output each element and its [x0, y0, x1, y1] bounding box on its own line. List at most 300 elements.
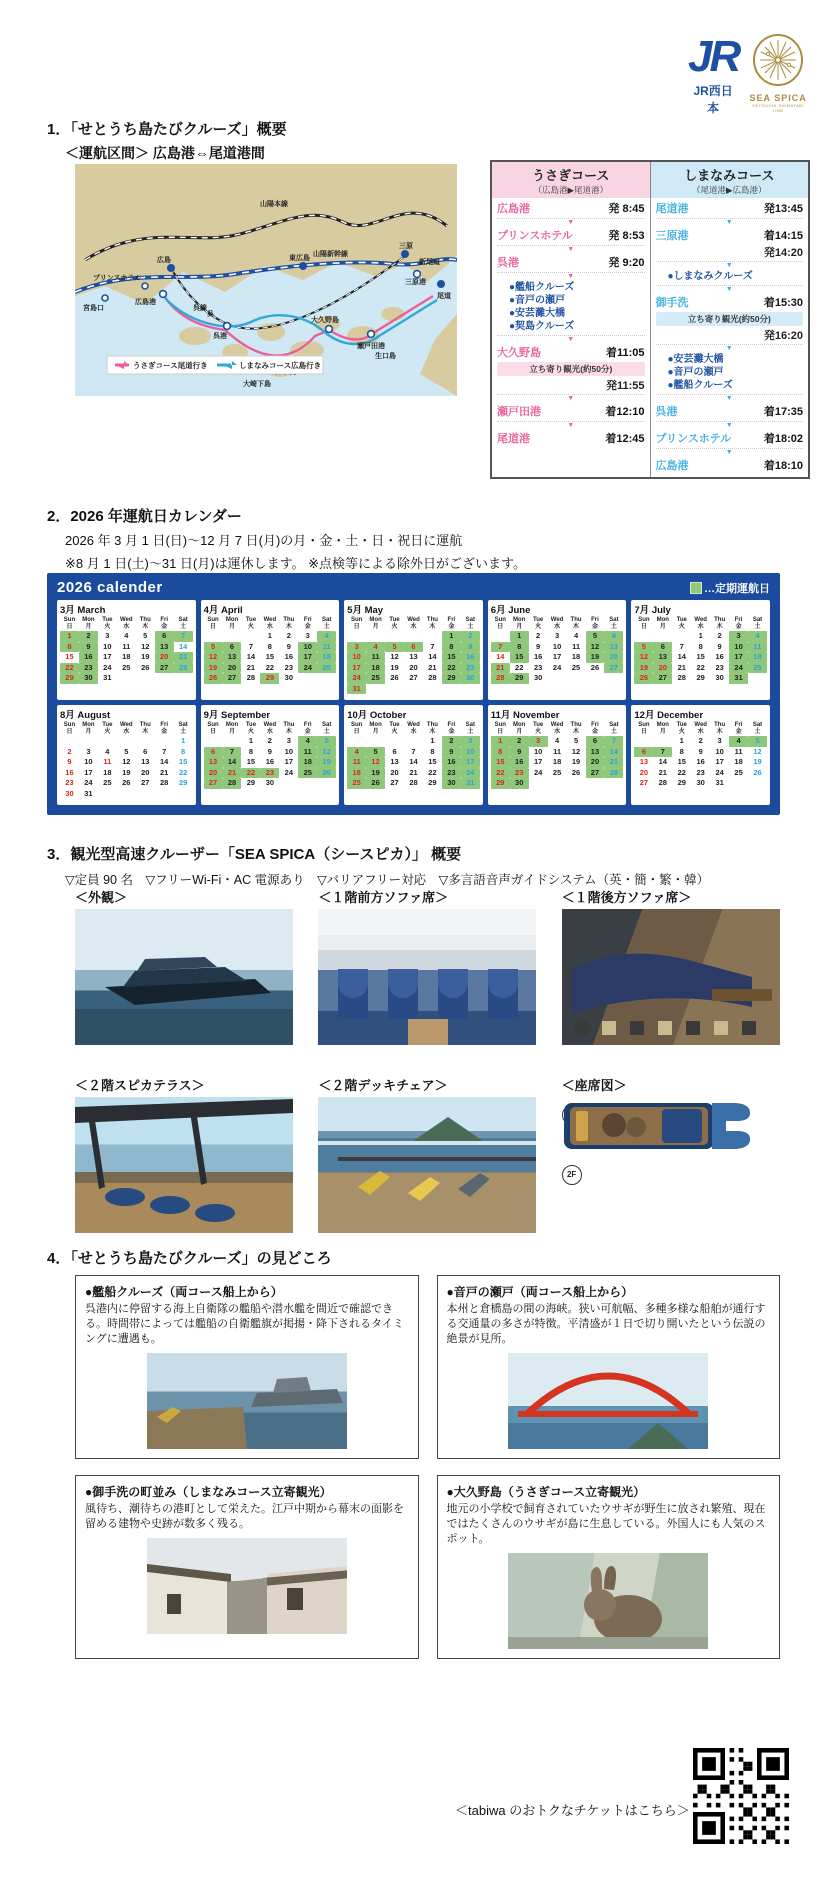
map-station-higashihiroshima: 東広島 [289, 255, 310, 262]
day-cell: 18 [748, 652, 767, 663]
day-cell: 9 [536, 641, 541, 651]
day-cell: 9 [442, 747, 461, 758]
timetable-arrow-icon: ▼ [497, 245, 645, 253]
highlight-title: ●御手洗の町並み（しまなみコース立寄観光） [85, 1485, 332, 1499]
month-grid [347, 617, 480, 694]
day-header: Mon 月 [369, 722, 382, 735]
day-cell: 23 [461, 663, 480, 674]
day-cell: 27 [155, 663, 174, 674]
map-label-kure-line: 呉線 [193, 305, 207, 312]
usagi-course-header [492, 162, 650, 198]
day-cell: 25 [298, 768, 317, 779]
section-highlights [47, 1247, 807, 1545]
calendar-legend [690, 580, 770, 596]
day-header: Wed 水 [407, 617, 420, 630]
day-cell: 20 [204, 768, 223, 779]
day-header: Mon 月 [369, 617, 382, 630]
station-time: 着14:15 [763, 230, 803, 242]
bridge-photo [508, 1353, 708, 1449]
day-cell: 25 [571, 662, 581, 672]
day-header: Wed 水 [407, 722, 420, 735]
day-cell: 20 [390, 767, 399, 777]
station-name: 瀬戸田港 [497, 406, 541, 418]
day-header: Thu 木 [139, 722, 151, 735]
calendar-month [488, 600, 627, 700]
day-cell: 7 [248, 641, 254, 651]
day-cell: 2 [67, 746, 72, 756]
day-cell: 31 [347, 684, 366, 695]
day-cell: 6 [634, 747, 653, 758]
day-header: Wed 水 [694, 722, 707, 735]
cruise-highlight-list [497, 280, 645, 334]
calendar-legend-label: …定期運航日 [704, 582, 770, 595]
day-cell: 14 [409, 757, 418, 766]
day-cell: 18 [298, 757, 317, 768]
day-cell: 7 [174, 631, 193, 642]
empty-day-cell [491, 631, 510, 642]
day-cell: 6 [204, 747, 223, 758]
day-cell: 8 [491, 747, 510, 758]
timetable-row [497, 199, 645, 217]
day-cell: 29 [510, 673, 529, 684]
day-cell: 30 [284, 673, 293, 682]
month-title: 9月 September [203, 710, 271, 721]
day-cell: 1 [181, 736, 186, 745]
day-cell: 8 [60, 642, 79, 653]
day-cell: 4 [124, 631, 129, 640]
day-cell: 26 [317, 768, 336, 779]
day-cell: 11 [748, 642, 767, 653]
day-cell: 9 [717, 641, 722, 651]
day-cell: 27 [141, 778, 150, 787]
day-cell: 11 [103, 757, 112, 766]
day-cell: 22 [428, 767, 437, 777]
timetable-row [497, 343, 645, 361]
day-cell: 19 [317, 757, 336, 768]
day-header: Sun 日 [207, 722, 219, 735]
day-cell: 20 [604, 652, 623, 663]
day-header: Thu 木 [283, 722, 295, 735]
empty-day-cell [223, 736, 242, 747]
calendar-month [201, 705, 340, 805]
photo-caption: ＜座席図＞ [561, 1078, 627, 1093]
timetable-row [656, 429, 804, 447]
cruise-highlight-item: ●艦船クルーズ [509, 282, 575, 293]
warship-photo [147, 1353, 347, 1449]
day-header: Thu 木 [426, 617, 438, 630]
day-cell: 2 [698, 736, 703, 745]
empty-day-cell [385, 736, 404, 747]
day-header: Mon 月 [656, 617, 669, 630]
day-cell: 22 [265, 662, 275, 672]
section2-line1: 2026 年 3 月 1 日(日)～12 月 7 日(月)の月・金・土・日・祝日に運航 [65, 533, 463, 548]
map-station-kure-port: 呉港 [213, 333, 227, 340]
day-header: Sun 日 [638, 617, 650, 630]
month-grid [634, 722, 767, 789]
day-cell: 12 [317, 747, 336, 758]
day-cell: 13 [223, 652, 242, 663]
month-title: 3月 March [60, 605, 106, 616]
day-header: Sun 日 [207, 617, 219, 630]
day-cell: 7 [679, 641, 684, 651]
day-cell: 14 [496, 652, 505, 661]
day-cell: 19 [571, 757, 581, 766]
vessel-specs: ▽定員 90 名 ▽フリーWi-Fi・AC 電源あり ▽バリアフリー対応 ▽多言語音声ガイドシステム（英・簡・繁・韓） [65, 873, 710, 887]
day-cell: 17 [729, 652, 748, 663]
cruise-highlight-item: ●音戸の瀬戸 [667, 367, 724, 378]
day-cell: 12 [753, 746, 762, 756]
timetable-row [497, 429, 645, 447]
empty-day-cell [347, 631, 366, 642]
station-time: 着12:10 [605, 406, 645, 418]
day-cell: 7 [491, 642, 510, 653]
day-cell: 25 [317, 663, 336, 674]
day-cell: 24 [103, 662, 112, 672]
day-cell: 12 [122, 757, 131, 766]
day-cell: 21 [658, 767, 667, 777]
day-cell: 21 [428, 662, 437, 672]
day-cell: 13 [586, 747, 605, 758]
day-cell: 8 [698, 641, 703, 651]
day-cell: 27 [586, 768, 605, 779]
empty-day-cell [634, 631, 653, 642]
highlight-box [75, 1475, 419, 1659]
day-header: Fri 金 [591, 722, 599, 735]
cruise-highlight-item: ●安芸灘大橋 [667, 354, 724, 365]
empty-day-cell [204, 736, 223, 747]
empty-day-cell [385, 631, 404, 642]
station-name: 尾道港 [497, 433, 530, 445]
map-label-sanyo-line: 山陽本線 [260, 201, 288, 208]
day-cell: 10 [729, 642, 748, 653]
day-header: Sat 土 [322, 617, 332, 630]
timetable-row [656, 402, 804, 420]
day-cell: 16 [533, 652, 543, 661]
map-station-okunoshima: 大久野島 [311, 317, 339, 324]
timetable [490, 160, 810, 479]
day-cell: 1 [510, 631, 529, 642]
day-cell: 22 [491, 768, 510, 779]
day-cell: 2 [461, 631, 480, 642]
empty-day-cell [79, 736, 98, 747]
day-cell: 19 [586, 652, 605, 663]
month-grid [60, 722, 193, 799]
street-photo [147, 1538, 347, 1634]
day-cell: 3 [555, 631, 560, 640]
day-cell: 26 [590, 662, 600, 672]
day-cell: 30 [696, 778, 705, 787]
day-cell: 3 [717, 736, 722, 745]
day-cell: 17 [347, 663, 366, 674]
day-cell: 29 [677, 778, 686, 787]
cruise-highlight-item: ●艦船クルーズ [667, 380, 733, 391]
day-cell: 10 [533, 746, 543, 756]
day-header: Wed 水 [263, 617, 277, 630]
day-cell: 4 [317, 631, 336, 642]
day-cell: 10 [84, 757, 93, 766]
day-header: Thu 木 [570, 617, 582, 630]
day-header: Tue 火 [533, 617, 544, 630]
day-header: Wed 水 [263, 722, 277, 735]
day-cell: 4 [748, 631, 767, 642]
day-cell: 28 [677, 673, 686, 682]
day-header: Mon 月 [82, 617, 95, 630]
section2-title: 2．2026 年運航日カレンダー [47, 508, 242, 525]
highlight-body: 地元の小学校で飼育されていたウサギが野生に放され繁殖、現在ではたくさんのウサギが島に生息している。外国人にも人気のスポット。 [446, 1503, 766, 1545]
map-station-hiroshima-port: 広島港 [135, 299, 156, 306]
day-header: Fri 金 [303, 617, 312, 630]
empty-day-cell [404, 736, 423, 747]
day-header: Fri 金 [303, 722, 312, 735]
day-cell: 2 [79, 631, 98, 642]
highlight-body: 風待ち、潮待ちの港町として栄えた。江戸中期から幕末の面影を留める建物や史跡が数多く残る。 [85, 1503, 404, 1530]
day-cell: 16 [442, 757, 461, 768]
day-cell: 15 [442, 652, 461, 663]
day-cell: 16 [79, 652, 98, 663]
station-time: 着18:02 [763, 433, 803, 445]
day-cell: 22 [241, 768, 260, 779]
vessel-photo-cell [318, 887, 541, 1045]
day-cell: 4 [105, 746, 110, 756]
day-cell: 6 [404, 642, 423, 653]
day-cell: 20 [409, 662, 418, 672]
day-cell: 12 [141, 641, 150, 651]
day-cell: 5 [124, 746, 129, 756]
day-header: Thu 木 [283, 617, 295, 630]
section-vessel [47, 843, 807, 1179]
day-cell: 27 [390, 778, 399, 787]
timetable-usagi-course [492, 162, 650, 477]
day-cell: 21 [491, 663, 510, 674]
day-cell: 2 [286, 631, 291, 640]
section3-title: 3．観光型高速クルーザー「SEA SPICA（シースピカ）」 概要 [47, 846, 462, 863]
rabbit-photo [508, 1553, 708, 1649]
day-cell: 29 [178, 778, 188, 787]
day-header: Thu 木 [570, 722, 582, 735]
day-cell: 4 [729, 736, 748, 747]
day-cell: 5 [317, 736, 336, 747]
day-cell: 20 [586, 757, 605, 768]
day-cell: 19 [366, 768, 385, 779]
day-cell: 16 [284, 652, 293, 661]
day-cell: 14 [223, 757, 242, 768]
day-cell: 24 [533, 767, 543, 777]
day-header: Mon 月 [225, 722, 239, 735]
terrace-photo [75, 1097, 293, 1233]
highlight-box [437, 1275, 781, 1459]
day-cell: 28 [223, 778, 242, 789]
day-cell: 24 [715, 767, 724, 777]
timetable-row [497, 226, 645, 244]
day-cell: 8 [248, 746, 254, 756]
day-cell: 15 [677, 757, 686, 766]
shimanami-course-subtitle: （尾道港▶広島港） [691, 185, 767, 195]
day-cell: 9 [698, 746, 703, 756]
day-cell: 23 [510, 768, 529, 779]
map-label-shinkansen: 山陽新幹線 [313, 251, 348, 258]
day-cell: 18 [122, 652, 131, 661]
station-time: 着11:05 [605, 347, 645, 359]
day-cell: 3 [461, 736, 480, 747]
station-name: 大久野島 [497, 347, 541, 359]
day-header: Wed 水 [550, 722, 564, 735]
calendar-header [57, 579, 770, 596]
station-time: 着18:10 [763, 460, 803, 472]
day-cell: 16 [696, 757, 705, 766]
section4-title: 4．「せとうち島たびクルーズ」の見どころ [47, 1250, 332, 1267]
day-cell: 11 [122, 641, 131, 651]
day-cell: 22 [515, 662, 524, 672]
day-cell: 19 [141, 652, 150, 661]
day-cell: 22 [677, 767, 686, 777]
day-cell: 13 [155, 642, 174, 653]
map-station-mihara: 三原 [399, 243, 413, 250]
photo-caption: ＜外観＞ [75, 890, 128, 905]
day-cell: 6 [223, 642, 242, 653]
month-grid [204, 617, 337, 684]
day-cell: 12 [571, 746, 581, 756]
day-cell: 31 [84, 788, 93, 798]
day-cell: 20 [223, 663, 242, 674]
day-cell: 28 [428, 673, 437, 682]
day-header: Sun 日 [494, 617, 506, 630]
usagi-course-title: うさぎコース [532, 168, 610, 183]
day-cell: 21 [409, 767, 418, 777]
calendar-month [488, 705, 627, 805]
day-cell: 12 [366, 757, 385, 768]
day-cell: 18 [552, 757, 562, 766]
month-title: 10月 October [347, 710, 407, 721]
deck-label: 2F [562, 1165, 582, 1185]
cruise-highlight-item: ●安芸灘大橋 [509, 308, 566, 319]
map-station-miyajimaguchi: 宮島口 [83, 305, 104, 312]
day-cell: 18 [734, 757, 743, 766]
day-cell: 29 [442, 673, 461, 684]
timetable-row [656, 199, 804, 217]
day-cell: 14 [658, 757, 667, 766]
day-cell: 21 [223, 768, 242, 779]
highlight-title: ●大久野島（うさぎコース立寄観光） [446, 1485, 646, 1499]
day-cell: 15 [246, 757, 256, 766]
map-station-hiroshima: 広島 [157, 257, 171, 264]
day-header: Tue 火 [245, 617, 257, 630]
vessel-photo-cell [75, 887, 298, 1045]
day-cell: 24 [298, 663, 317, 674]
qr-code [693, 1748, 789, 1844]
day-header: Sun 日 [494, 722, 506, 735]
day-header: Fri 金 [734, 617, 743, 630]
day-cell: 11 [553, 746, 562, 756]
day-cell: 1 [698, 631, 703, 640]
day-header: Sat 土 [178, 617, 188, 630]
day-cell: 5 [385, 642, 404, 653]
sea-spica-name: SEA SPICA [749, 93, 807, 103]
highlight-body: 呉港内に停留する海上自衛隊の艦船や潜水艦を間近で確認できる。時間帯によっては艦船の自衛艦旗が掲揚・降下されるタイミングに遭遇も。 [85, 1303, 404, 1345]
day-cell: 30 [510, 778, 529, 789]
day-header: Sat 土 [465, 722, 475, 735]
photo-caption: ＜２階デッキチェア＞ [318, 1078, 448, 1093]
calendar-month [57, 705, 196, 805]
day-header: Thu 木 [139, 617, 151, 630]
day-cell: 5 [204, 642, 223, 653]
day-cell: 29 [696, 673, 705, 682]
day-cell: 11 [572, 641, 580, 651]
day-cell: 25 [103, 778, 112, 787]
station-name: プリンスホテル [655, 433, 732, 445]
day-cell: 16 [461, 652, 480, 663]
shimanami-course-title: しまなみコース [684, 168, 775, 183]
day-cell: 26 [141, 662, 150, 672]
day-header: Thu 木 [426, 722, 438, 735]
timetable-arrow-icon: ▼ [656, 421, 804, 429]
day-cell: 23 [79, 663, 98, 674]
day-cell: 7 [223, 747, 242, 758]
cruise-highlight-list [656, 352, 804, 393]
day-cell: 16 [65, 767, 74, 777]
map-station-kure: 呉 [207, 311, 214, 318]
day-header: Sat 土 [609, 722, 619, 735]
day-cell: 3 [529, 736, 548, 747]
day-header: Tue 火 [102, 617, 113, 630]
day-header: Sat 土 [322, 722, 332, 735]
day-cell: 8 [181, 746, 186, 756]
day-cell: 25 [366, 673, 385, 684]
day-cell: 4 [347, 747, 366, 758]
station-time: 発 8:53 [608, 230, 645, 242]
day-cell: 10 [298, 642, 317, 653]
empty-day-cell [423, 631, 442, 642]
day-header: Sun 日 [63, 722, 76, 735]
day-cell: 6 [604, 631, 623, 642]
day-cell: 18 [571, 652, 581, 661]
section-overview [47, 118, 807, 472]
day-cell: 25 [122, 662, 131, 672]
calendar-month [631, 600, 770, 700]
day-cell: 3 [286, 736, 291, 745]
day-cell: 12 [634, 652, 653, 663]
day-cell: 29 [428, 778, 437, 787]
month-grid [60, 617, 193, 684]
day-cell: 30 [442, 778, 461, 789]
day-cell: 24 [84, 778, 93, 787]
day-cell: 6 [155, 631, 174, 642]
day-header: Tue 火 [676, 617, 687, 630]
calendar-title: 2026 calender [57, 579, 163, 596]
sofa-front-photo [318, 909, 536, 1045]
station-time: 着12:45 [605, 433, 645, 445]
timetable-row [656, 456, 804, 474]
timetable-shimanami-course [650, 162, 809, 477]
day-cell: 9 [461, 642, 480, 653]
day-cell: 24 [552, 662, 562, 672]
day-cell: 27 [653, 673, 672, 684]
calendar-2026 [47, 573, 780, 815]
day-cell: 18 [103, 767, 112, 777]
day-cell: 27 [204, 778, 223, 789]
highlight-title: ●艦船クルーズ（両コース船上から） [85, 1285, 283, 1299]
day-header: Fri 金 [591, 617, 599, 630]
day-header: Mon 月 [225, 617, 239, 630]
day-cell: 4 [366, 642, 385, 653]
month-grid [491, 722, 624, 789]
day-cell: 6 [143, 746, 148, 756]
day-cell: 4 [573, 631, 579, 640]
sea-spica-starburst-icon [752, 34, 804, 86]
day-cell: 22 [60, 663, 79, 674]
day-cell: 15 [65, 652, 74, 661]
day-cell: 26 [366, 778, 385, 789]
section-calendar [47, 505, 807, 798]
